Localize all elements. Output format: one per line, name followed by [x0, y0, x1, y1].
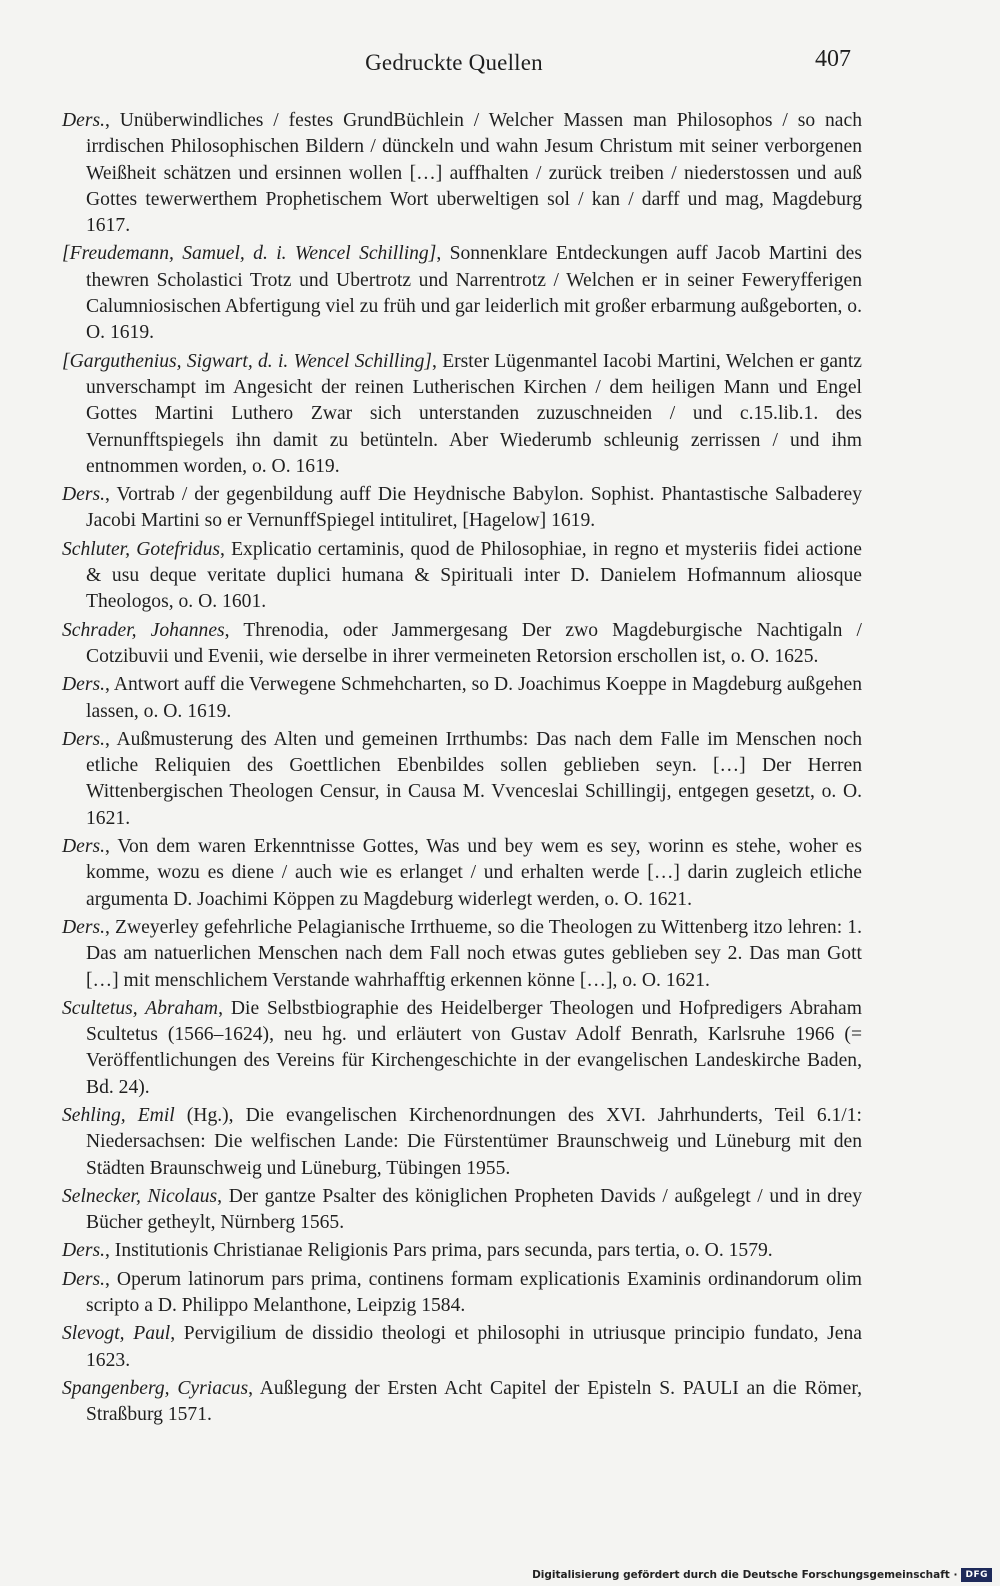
entry-text: , Sonnenklare Entdeckungen auff Jacob Martini des thewren Scholastici Trotz und Ubertrotz und Narrentrotz / Welchen er in seiner Feweryfferigen Calumniosischen Abfertigung viel zu früh und gar leiderlich mit großer erbarmung außgeborten, o. O. 1619.	[86, 243, 862, 344]
entry-text: , Operum latinorum pars prima, continens formam explicationis Examinis ordinandorum olim scripto a D. Philippo Melanthone, Leipzig 1584.	[86, 1268, 862, 1317]
entry-author: Ders.	[62, 484, 105, 506]
entry-text: , Pervigilium de dissidio theologi et philosophi in utriusque principio fundato, Jena 1623.	[86, 1323, 862, 1371]
entry-author: Selnecker, Nicolaus	[62, 1185, 218, 1207]
bibliography-entry	[62, 1238, 862, 1264]
entry-text: , Antwort auff die Verwegene Schmehcharten, so D. Joachimus Koeppe in Magdeburg außgehen lassen, o. O. 1619.	[86, 674, 862, 722]
entry-author: [Freudemann, Samuel, d. i. Wencel Schilling]	[62, 243, 437, 265]
dfg-logo: DFG	[961, 1568, 992, 1582]
entry-author: Ders.	[62, 1268, 105, 1290]
bibliography-entry	[62, 1184, 862, 1237]
bibliography-entry	[62, 537, 862, 616]
bibliography-entry	[62, 672, 862, 725]
entry-text: (Hg.), Die evangelischen Kirchenordnungen des XVI. Jahrhunderts, Teil 6.1/1: Niedersachsen: Die welfischen Lande: Die Fürstentümer Braunschweig und Lüneburg mit den Städten Braunschweig und Lüneburg, Tübingen 1955.	[86, 1104, 862, 1179]
entry-author: Ders.	[62, 674, 105, 696]
entry-text: , Vortrab / der gegenbildung auff Die Heydnische Babylon. Sophist. Phantastische Salbaderey Jacobi Martini so er VernunffSpiegel intituliret, [Hagelow] 1619.	[86, 484, 862, 532]
entry-author: Ders.	[62, 916, 105, 938]
entry-author: Slevogt, Paul	[62, 1323, 171, 1345]
entry-author: Schluter, Gotefridus	[62, 538, 221, 560]
bibliography-entry	[62, 1103, 862, 1182]
entry-author: Ders.	[62, 728, 105, 750]
entry-author: Scultetus, Abraham	[62, 997, 219, 1019]
entry-author: Ders.	[62, 110, 105, 131]
bibliography-entry	[62, 618, 862, 671]
bibliography-entry	[62, 241, 862, 346]
entry-text: , Threnodia, oder Jammergesang Der zwo Magdeburgische Nachtigaln / Cotzibuvii und Evenii, wie derselbe in ihrer vermeineten Retorsion erschollen ist, o. O. 1625.	[86, 619, 862, 667]
bibliography-entry	[62, 996, 862, 1101]
entry-text: , Zweyerley gefehrliche Pelagianische Irrthueme, so die Theologen zu Wittenberg itzo lehren: 1. Das am natuerlichen Menschen nach dem Fall noch etwas gutes geblieben sey 2. Das man Gott […] mit menschlichem Verstande wahrhafftig erkennen könne […], o. O. 1621.	[86, 916, 862, 991]
bibliography-entry	[62, 108, 862, 239]
entry-text: , Unüberwindliches / festes GrundBüchlein / Welcher Massen man Philosophos / so nach irrdischen Philosophischen Bildern / dünckeln und wahn Jesum Christum mit seiner verborgenen Weißheit schätzen und ersinnen wollen […] auffhalten / zurück treiben / niederstossen und auß Gottes tewerwerthem Prophetischem Wort uberweltigen sol / kan / darff und mag, Magdeburg 1617.	[86, 110, 862, 237]
entry-text: , Institutionis Christianae Religionis Pars prima, pars secunda, pars tertia, o. O. 1579.	[105, 1240, 773, 1262]
entry-text: , Erster Lügenmantel Iacobi Martini, Welchen er gantz unverschampt im Angesicht der reinen Lutherischen Kirchen / dem heiligen Mann und Engel Gottes Martini Luthero Zwar sich unterstanden zuzuschneiden / und c.15.lib.1. des Vernunfftspiegels ihn damit zu betünteln. Aber Wiederumb schleunig zerrissen / und ihm entnommen worden, o. O. 1619.	[86, 350, 862, 477]
entry-author: Spangenberg, Cyriacus	[62, 1377, 249, 1399]
footer-credit-text: Digitalisierung gefördert durch die Deutsche Forschungsgemeinschaft ·	[532, 1569, 958, 1581]
bibliography-entry	[62, 1267, 862, 1320]
page-number: 407	[815, 46, 851, 72]
entry-text: , Explicatio certaminis, quod de Philosophiae, in regno et mysteriis fidei actione & usu deque veritate duplici humana & Spirituali inter D. Danielem Hofmannum aliosque Theologos, o. O. 1601.	[86, 538, 862, 613]
entry-author: Sehling, Emil	[62, 1104, 175, 1126]
bibliography-entry	[62, 482, 862, 535]
bibliography-entry	[62, 727, 862, 832]
entry-author: Ders.	[62, 1240, 105, 1262]
entry-author: [Garguthenius, Sigwart, d. i. Wencel Schilling]	[62, 350, 433, 372]
bibliography-list	[62, 108, 862, 1431]
entry-author: Schrader, Johannes	[62, 619, 225, 641]
running-header-title: Gedruckte Quellen	[365, 50, 543, 75]
entry-author: Ders.	[62, 836, 105, 858]
bibliography-entry	[62, 1321, 862, 1374]
entry-text: , Außlegung der Ersten Acht Capitel der Episteln S. PAULI an die Römer, Straßburg 1571.	[86, 1377, 862, 1426]
entry-text: , Von dem waren Erkenntnisse Gottes, Was und bey wem es sey, worinn es stehe, woher es komme, wozu es diene / auch wie es erlanget / und erhalten werde […] darin zugleich etliche argumenta D. Joachimi Köppen zu Magdeburg widerlegt werden, o. O. 1621.	[86, 836, 862, 910]
entry-text: , Der gantze Psalter des königlichen Propheten Davids / außgelegt / und in drey Bücher getheylt, Nürnberg 1565.	[86, 1185, 862, 1234]
digitization-footer	[532, 1568, 992, 1582]
bibliography-entry	[62, 915, 862, 994]
entry-text: , Außmusterung des Alten und gemeinen Irrthumbs: Das nach dem Falle im Menschen noch etliche Reliquien des Goettlichen Ebenbildes sollen geblieben seyn. […] Der Herren Wittenbergischen Theologen Censur, in Causa M. Vvenceslai Schillingij, entgegen gesetzt, o. O. 1621.	[86, 728, 862, 829]
bibliography-entry	[62, 834, 862, 913]
bibliography-entry	[62, 349, 862, 480]
bibliography-entry	[62, 1376, 862, 1429]
entry-text: , Die Selbstbiographie des Heidelberger Theologen und Hofpredigers Abraham Scultetus (1566–1624), neu hg. und erläutert von Gustav Adolf Benrath, Karlsruhe 1966 (= Veröffentlichungen des Vereins für Kirchengeschichte in der evangelischen Landeskirche Baden, Bd. 24).	[86, 997, 862, 1098]
